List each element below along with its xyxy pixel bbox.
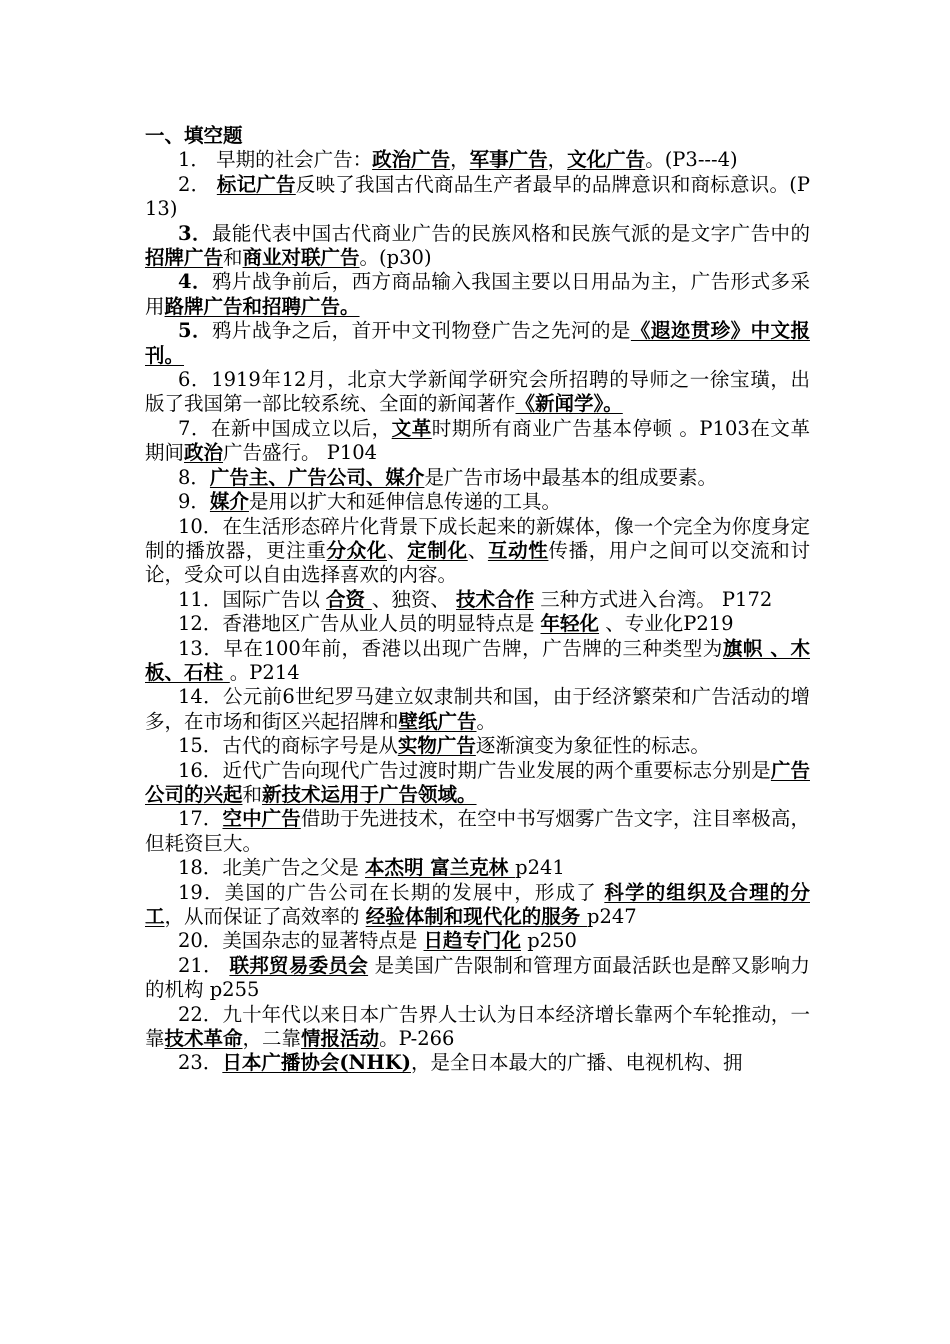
- question-text: 1． 早期的社会广告：: [178, 148, 373, 172]
- question-text: 、专业化P219: [599, 612, 734, 636]
- question-item: [145, 417, 810, 466]
- question-item: [145, 1051, 810, 1075]
- question-text: 最能代表中国古代商业广告的民族风格和民族气派的是文字广告中的: [211, 221, 810, 245]
- answer-blank: 经验体制和现代化的服务: [365, 905, 588, 928]
- question-text: 。P-266: [379, 1027, 455, 1051]
- question-item: [145, 685, 810, 734]
- question-item: [145, 856, 810, 880]
- answer-blank: 广告公司的兴起: [145, 758, 810, 806]
- question-text: 。(p30): [359, 246, 432, 270]
- question-number: 5．: [178, 319, 212, 343]
- answer-blank: 新技术运用于广告领域。: [262, 782, 477, 806]
- question-text: 是广告市场中最基本的组成要素。: [424, 465, 717, 489]
- answer-blank: 年轻化: [540, 612, 600, 636]
- question-text: ，从而保证了高效率的: [164, 905, 366, 928]
- answer-blank: 定制化: [407, 538, 468, 562]
- question-item: [145, 881, 810, 930]
- answer-blank: 互动性: [487, 538, 549, 562]
- question-item: [145, 173, 810, 222]
- answer-blank: 技术合作: [456, 587, 535, 611]
- question-text: 6．1919年12月，北京大学新闻学研究会所招聘的导师之一徐宝璜，出版了我国第一部比较系统、全面的新闻著作: [145, 368, 810, 416]
- question-text: p250: [521, 929, 577, 953]
- answer-blank: 实物广告: [397, 734, 476, 758]
- question-text: 17．: [178, 807, 223, 831]
- question-text: ，是全日本最大的广播、电视机构、拥: [410, 1051, 743, 1075]
- question-item: [145, 954, 810, 1003]
- question-text: 8．: [178, 465, 210, 489]
- question-item: [145, 515, 810, 588]
- question-item: [145, 466, 810, 490]
- answer-blank: 《遐迩贯珍》中文报刊。: [145, 319, 810, 367]
- question-text: 和: [242, 782, 263, 806]
- answer-blank: 《新闻学》。: [515, 392, 623, 416]
- answer-blank: 情报活动: [301, 1027, 380, 1051]
- question-text: 11．国际广告以: [178, 587, 327, 611]
- question-text: 广告盛行。 P104: [223, 441, 378, 465]
- question-text: ，: [547, 148, 568, 172]
- question-text: 14．公元前6世纪罗马建立奴隶制共和国，由于经济繁荣和广告活动的增多，在市场和街区兴起招牌和: [145, 685, 810, 733]
- question-text: 。: [476, 709, 497, 733]
- question-item: [145, 588, 810, 612]
- question-item: [145, 148, 810, 172]
- question-text: ，二靠: [242, 1027, 302, 1051]
- answer-blank: 政治: [184, 441, 224, 465]
- question-text: 是美国广告限制和管理方面最活跃也是醉又影响力的机构 p255: [145, 953, 810, 1002]
- question-item: [145, 319, 810, 368]
- answer-blank: 合资: [326, 587, 372, 611]
- answer-blank: 联邦贸易委员会: [229, 953, 369, 977]
- question-item: [145, 807, 810, 856]
- answer-blank: 政治广告: [372, 148, 451, 172]
- answer-blank: 文化广告: [567, 148, 646, 172]
- answer-blank: 空中广告: [222, 807, 301, 831]
- question-text: 20．美国杂志的显著特点是: [178, 929, 424, 953]
- question-item: [145, 929, 810, 953]
- question-text: 2．: [178, 172, 217, 196]
- answer-blank: 标记广告: [216, 172, 296, 196]
- answer-blank: 商业对联广告: [242, 246, 360, 270]
- answer-blank: 路牌广告和招聘广告。: [164, 294, 360, 318]
- question-text: 7．在新中国成立以后，: [178, 416, 392, 440]
- question-text: 传播，用户之间可以交流和讨论，受众可以自由选择喜欢的内容。: [145, 538, 810, 587]
- question-text: p247: [587, 905, 637, 928]
- question-text: p241: [515, 856, 565, 880]
- answer-blank: 广告主、广告公司、媒介: [209, 465, 425, 489]
- question-text: 19．美国的广告公司在长期的发展中，形成了: [178, 880, 605, 904]
- answer-blank: 日趋专门化: [423, 929, 522, 953]
- question-text: ，: [450, 148, 470, 172]
- question-text: 时期所有商业广告基本停顿 。P103在文革期间: [145, 416, 810, 465]
- question-text: 10．在生活形态碎片化背景下成长起来的新媒体，像一个完全为你度身定制的播放器，更注重: [145, 514, 810, 562]
- question-item: [145, 490, 810, 514]
- question-number: 4．: [178, 270, 212, 294]
- question-text: 逐渐演变为象征性的标志。: [475, 734, 710, 758]
- answer-blank: 日本广播协会(NHK): [222, 1051, 411, 1075]
- question-text: 16．近代广告向现代广告过渡时期广告业发展的两个重要标志分别是: [178, 758, 771, 782]
- section-title: 一、填空题: [145, 124, 243, 147]
- question-text: 借助于先进技术，在空中书写烟雾广告文字，注目率极高，但耗资巨大。: [145, 807, 810, 855]
- answer-blank: 本杰明 富兰克林: [365, 856, 516, 880]
- question-text: 。P214: [229, 660, 300, 684]
- answer-blank: 旗帜 、木板、石柱: [145, 636, 810, 684]
- question-text: 是用以扩大和延伸信息传递的工具。: [248, 490, 561, 514]
- answer-blank: 壁纸广告: [398, 709, 477, 733]
- answer-blank: 媒介: [209, 490, 249, 514]
- question-text: 、: [467, 538, 488, 562]
- question-item: [145, 222, 810, 271]
- answer-blank: 军事广告: [469, 148, 548, 172]
- question-item: [145, 1003, 810, 1052]
- answer-blank: 科学的组织及合理的分工: [145, 880, 810, 928]
- question-text: 12．香港地区广告从业人员的明显特点是: [178, 612, 541, 636]
- answer-blank: 技术革命: [164, 1027, 243, 1051]
- question-item: [145, 368, 810, 417]
- question-item: [145, 734, 810, 758]
- question-item: [145, 759, 810, 808]
- answer-blank: 分众化: [326, 538, 388, 562]
- question-text: 21．: [178, 953, 230, 977]
- question-text: 13．早在100年前，香港以出现广告牌，广告牌的三种类型为: [178, 636, 723, 660]
- answer-blank: 文革: [391, 416, 432, 440]
- question-number: 3．: [178, 221, 212, 245]
- question-text: 三种方式进入台湾。 P172: [534, 587, 773, 611]
- question-text: 鸦片战争前后，西方商品输入我国主要以日用品为主，广告形式多采用: [145, 270, 810, 318]
- question-text: 22．九十年代以来日本广告界人士认为日本经济增长靠两个车轮推动，一靠: [145, 1002, 810, 1051]
- question-text: 、: [387, 538, 408, 562]
- question-text: 和: [223, 246, 243, 270]
- question-text: 、独资、: [371, 587, 457, 611]
- question-text: 15．古代的商标字号是从: [178, 734, 398, 758]
- question-text: 鸦片战争之后，首开中文刊物登广告之先河的是: [211, 319, 631, 343]
- question-text: 18．北美广告之父是: [178, 856, 366, 880]
- question-text: 反映了我国古代商品生产者最早的品牌意识和商标意识。(P13): [145, 172, 810, 221]
- question-text: 23．: [178, 1051, 223, 1075]
- question-item: [145, 637, 810, 686]
- fill-in-question-list: [145, 148, 810, 1075]
- question-text: 9．: [178, 490, 210, 514]
- document-page: [145, 124, 810, 1076]
- question-item: [145, 270, 810, 319]
- question-item: [145, 612, 810, 636]
- answer-blank: 招牌广告: [145, 246, 224, 270]
- question-text: 。(P3---4): [645, 148, 738, 172]
